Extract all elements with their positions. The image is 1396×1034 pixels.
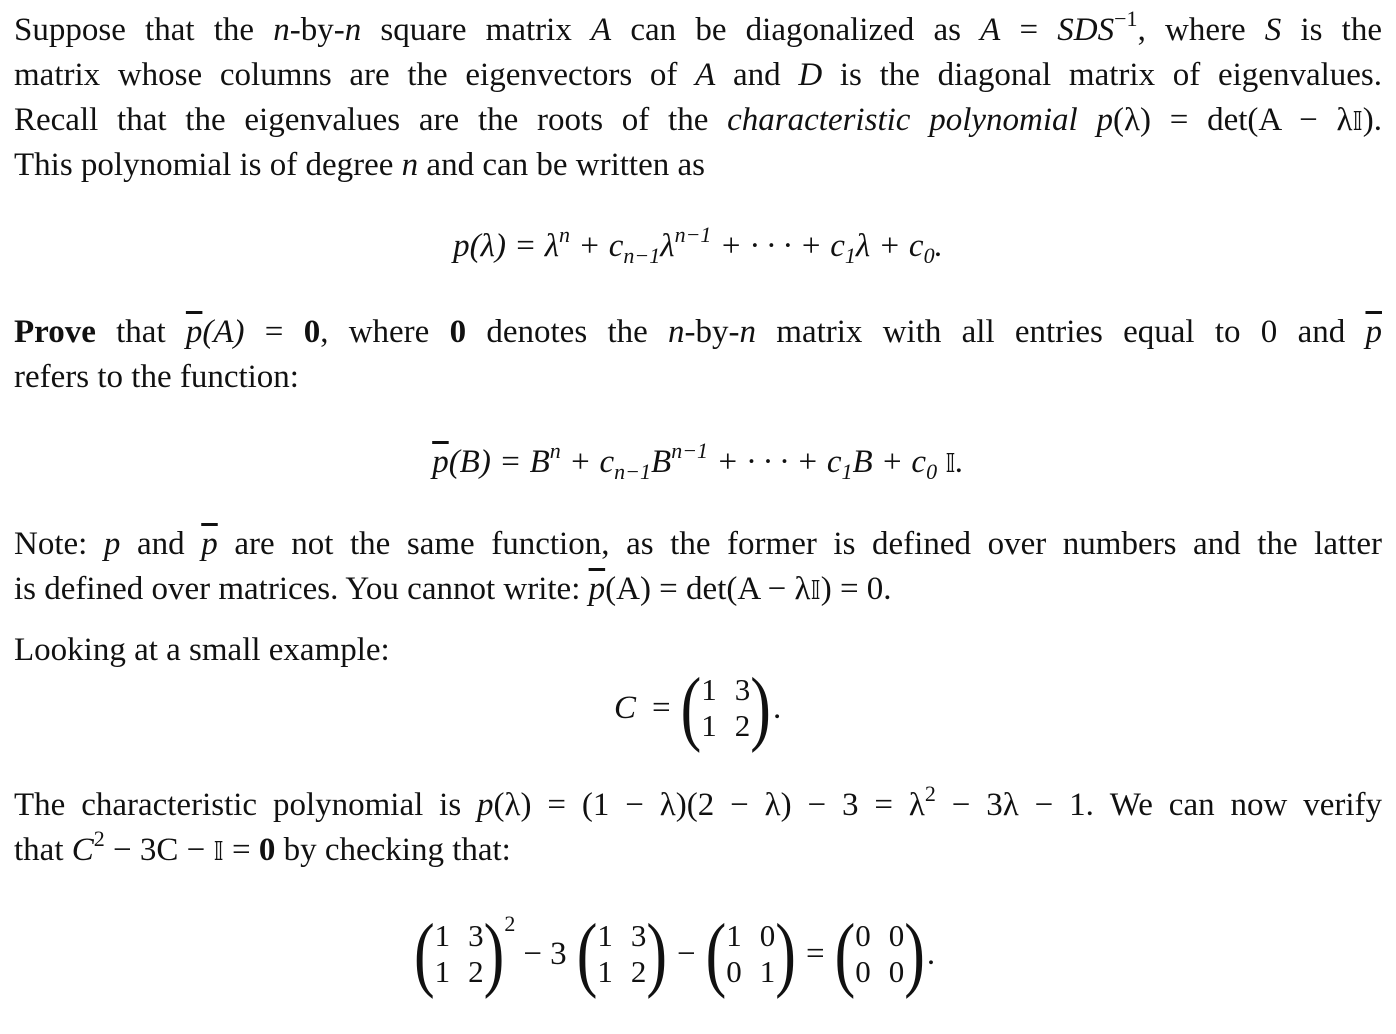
paragraph1-line4: This polynomial is of degree n and can be written as	[14, 147, 705, 183]
verification-period: .	[926, 935, 936, 972]
verification-matrix-c: ( 1 3 1 2 )	[414, 908, 505, 1000]
matrix-c-period: .	[772, 689, 782, 726]
verification-matrix-c2: ( 1 3 1 2 )	[576, 908, 667, 1000]
example-intro: Looking at a small example:	[14, 632, 390, 668]
equation-characteristic-polynomial: $p(\lambda) = \lambda^n + c_{n-1}\lambda^{n-1}$ + · · · + $c_1\lambda + c_0$.	[453, 222, 943, 268]
paragraph2-line1: Prove that $\overline{p}(A) = 0$, where 0 denotes the n-by-n matrix with all entries equal to 0 and $\overline{p}$	[14, 314, 1382, 350]
matrix-c: ( 1 3 1 2 )	[680, 662, 771, 754]
paragraph1-line1: Suppose that the n-by-n square matrix A can be diagonalized as $A = SDS^{-1}$, where S is the	[14, 6, 1382, 48]
paragraph1-line2: matrix whose columns are the eigenvectors of A and D is the diagonal matrix of eigenvalues.	[14, 57, 1382, 93]
verification-minus-3: − 3	[523, 935, 567, 972]
note-line1: Note: p and $\overline{p}$ are not the same function, as the former is defined over numbers and the latter	[14, 526, 1382, 562]
paragraph1-line3: Recall that the eigenvalues are the roots of the characteristic polynomial p(λ) = det(A − λ𝕀).	[14, 102, 1382, 138]
paragraph3-line2: that $C^2 - 3C$ − 𝕀 = 0 by checking that:	[14, 826, 511, 868]
paragraph2-line2: refers to the function:	[14, 359, 299, 395]
matrix-c-equals: =	[652, 689, 671, 726]
verification-square-exponent: 2	[504, 911, 516, 936]
verification-equals: =	[805, 935, 825, 972]
paragraph3-line1: The characteristic polynomial is $p(\lambda) = (1 - \lambda)(2 - \lambda) - 3 = \lambda^2 - 3\lambda - 1$. We can now verify	[14, 781, 1382, 823]
verification-identity-matrix: ( 1 0 0 1 )	[705, 908, 796, 1000]
equation-matrix-polynomial: $\overline{p}(B) = B^n + c_{n-1}B^{n-1}$ + · · · + $c_1B + c_0$ 𝕀.	[432, 438, 964, 484]
note-line2: is defined over matrices. You cannot write: $\overline{p}(A) = \det(A$ − λ𝕀) = 0.	[14, 571, 892, 607]
matrix-c-label: C	[614, 689, 637, 726]
verification-minus: −	[677, 935, 696, 972]
verification-equation	[412, 908, 936, 1000]
matrix-c-definition	[606, 662, 782, 754]
verification-zero-matrix: ( 0 0 0 0 )	[834, 908, 925, 1000]
